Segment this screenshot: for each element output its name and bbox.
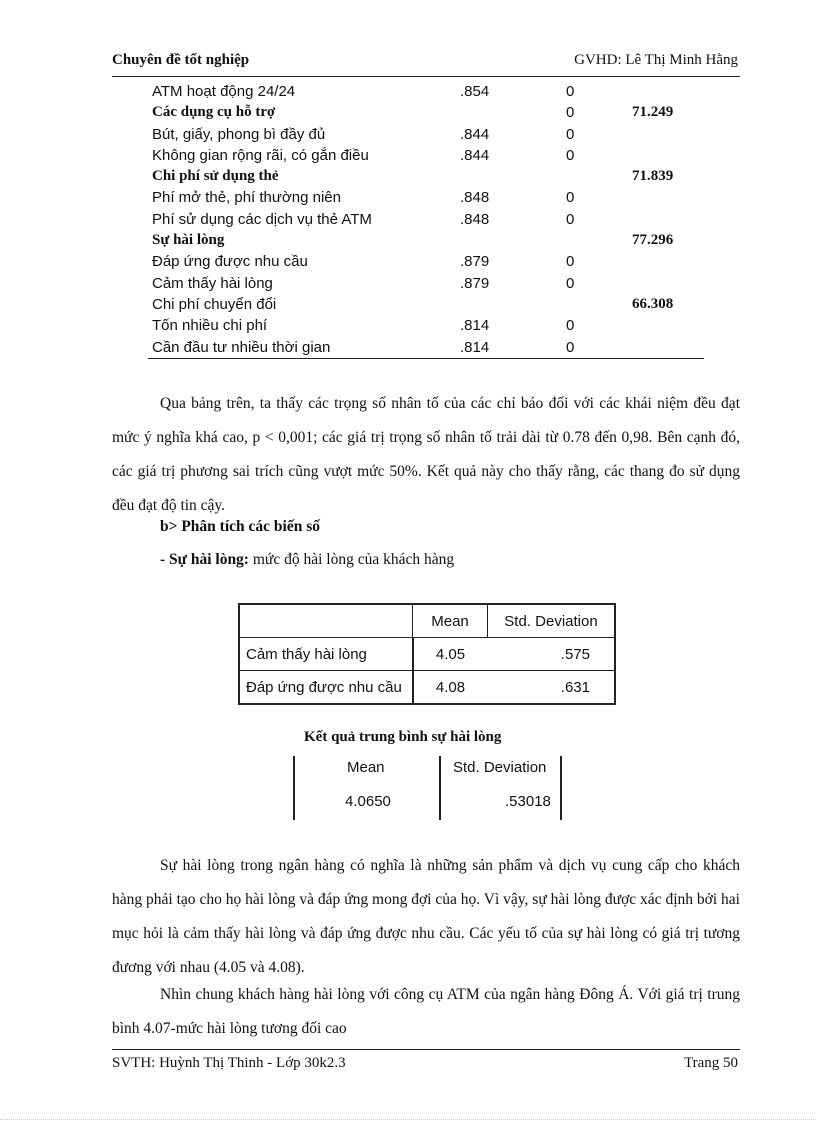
row-label: Cảm thấy hài lòng — [152, 274, 273, 292]
sig-value: 0 — [566, 274, 575, 292]
row-label: Các dụng cụ hỗ trợ — [152, 104, 276, 121]
row-label: ATM hoạt động 24/24 — [152, 83, 296, 100]
loading-value: .848 — [460, 189, 490, 207]
table-cell: .575 — [488, 638, 616, 671]
loading-value: .844 — [460, 125, 490, 143]
subsection-text: mức độ hài lòng của khách hàng — [248, 551, 455, 568]
row-label: Sự hài lòng — [152, 232, 225, 249]
sig-value: 0 — [566, 253, 575, 271]
variance-value: 71.839 — [632, 168, 674, 185]
loading-value: .844 — [460, 146, 490, 164]
loading-value: .879 — [460, 274, 490, 292]
row-label: Không gian rộng rãi, có gắn điều — [152, 146, 369, 164]
table-row — [148, 273, 704, 294]
table-border — [293, 756, 295, 820]
table-cell: 4.08 — [413, 671, 488, 705]
row-label: Tốn nhiều chi phí — [152, 317, 268, 335]
header-advisor: GVHD: Lê Thị Minh Hằng — [574, 52, 738, 68]
table-row — [148, 209, 704, 230]
row-label: Bút, giấy, phong bì đầy đủ — [152, 125, 326, 143]
table-row — [148, 166, 704, 187]
mean-header: Mean — [347, 759, 385, 776]
loading-value: .854 — [460, 83, 490, 100]
std-header: Std. Deviation — [453, 759, 547, 776]
mean-value: 4.0650 — [345, 793, 391, 810]
row-label: Cần đầu tư nhiều thời gian — [152, 338, 331, 356]
footer-divider — [112, 1049, 740, 1050]
subsection-line — [160, 551, 454, 569]
table-cell: 4.05 — [413, 638, 488, 671]
sig-value: 0 — [566, 210, 575, 228]
loading-value: .848 — [460, 210, 490, 228]
sig-value: 0 — [566, 317, 575, 335]
factor-table-bottom-rule — [148, 358, 704, 359]
loading-value: .879 — [460, 253, 490, 271]
subsection-label: - Sự hài lòng: — [160, 551, 249, 568]
header-divider — [112, 76, 740, 77]
table-header-row — [239, 604, 615, 638]
paragraph-satisfaction-explained: Sự hài lòng trong ngân hàng có nghĩa là những sản phẩm và dịch vụ cung cấp cho khách hàng phải tạo cho họ hài lòng và đáp ứng mong đợi của họ. Vì vậy, sự hài lòng được xác định bởi hai mục hỏi là cảm thấy hài lòng và đáp ứng được nhu cầu. Các yếu tố của sự hài lòng có giá trị tương đương với nhau (4.05 và 4.08). — [112, 857, 740, 976]
table-row — [148, 337, 704, 358]
row-label: Phí sử dụng các dịch vụ thẻ ATM — [152, 210, 372, 228]
sig-value: 0 — [566, 125, 575, 143]
std-value: .53018 — [505, 793, 551, 810]
header-title: Chuyên đề tốt nghiệp — [112, 52, 250, 68]
table-cell: Đáp ứng được nhu cầu — [239, 671, 413, 705]
loading-value: .814 — [460, 338, 490, 356]
variance-value: 77.296 — [632, 232, 674, 249]
table-row — [148, 81, 704, 102]
table-border — [439, 756, 441, 820]
table-row — [148, 230, 704, 251]
paragraph-factor-summary: Qua bảng trên, ta thấy các trọng số nhân tố của các chỉ báo đối với các khái niệm đều đạt mức ý nghĩa khá cao, p < 0,001; các giá trị trọng số nhân tố trải dài từ 0.78 đến 0,98. Bên cạnh đó, các giá trị phương sai trích cũng vượt mức 50%. Kết quả này cho thấy rằng, các thang đo sử dụng đều đạt độ tin cậy. — [112, 395, 740, 514]
sig-value: 0 — [566, 189, 575, 207]
table-row — [148, 315, 704, 336]
table-row — [239, 638, 615, 671]
satisfaction-stats-table — [238, 603, 616, 705]
paragraph-conclusion: Nhìn chung khách hàng hài lòng với công cụ ATM của ngân hàng Đông Á. Với giá trị trung bình 4.07-mức hài lòng tương đối cao — [112, 986, 740, 1037]
footer-page-number: Trang 50 — [683, 1055, 738, 1071]
sig-value: 0 — [566, 338, 575, 356]
section-heading: b> Phân tích các biến số — [160, 518, 320, 535]
variance-value: 66.308 — [632, 295, 674, 312]
row-label: Đáp ứng được nhu cầu — [152, 253, 308, 271]
table-row — [148, 145, 704, 166]
table-border — [560, 756, 562, 820]
table-row — [148, 294, 704, 315]
table-header-cell: Std. Deviation — [488, 604, 616, 638]
table-header-cell — [239, 604, 413, 638]
mean-summary-table — [293, 756, 563, 822]
loading-value: .814 — [460, 317, 490, 335]
table-row — [148, 251, 704, 272]
variance-value: 71.249 — [632, 104, 674, 121]
footer-student: SVTH: Huỳnh Thị Thinh - Lớp 30k2.3 — [112, 1055, 346, 1071]
sig-value: 0 — [566, 104, 575, 122]
row-label: Phí mở thẻ, phí thường niên — [152, 189, 341, 207]
row-label: Chi phí chuyển đổi — [152, 295, 277, 313]
sig-value: 0 — [566, 83, 575, 100]
table-row — [239, 671, 615, 705]
table-cell: Cảm thấy hài lòng — [239, 638, 413, 671]
table-row — [148, 124, 704, 145]
table-header-cell: Mean — [413, 604, 488, 638]
sig-value: 0 — [566, 146, 575, 164]
row-label: Chi phí sử dụng thẻ — [152, 168, 279, 185]
page-edge — [0, 1119, 816, 1120]
page-footer — [112, 1055, 738, 1072]
table-row — [148, 102, 704, 123]
table-cell: .631 — [488, 671, 616, 705]
page-header — [112, 52, 738, 74]
mean-table-caption: Kết quả trung bình sự hài lòng — [304, 729, 502, 745]
table-row — [148, 187, 704, 208]
factor-loading-table — [148, 81, 704, 358]
